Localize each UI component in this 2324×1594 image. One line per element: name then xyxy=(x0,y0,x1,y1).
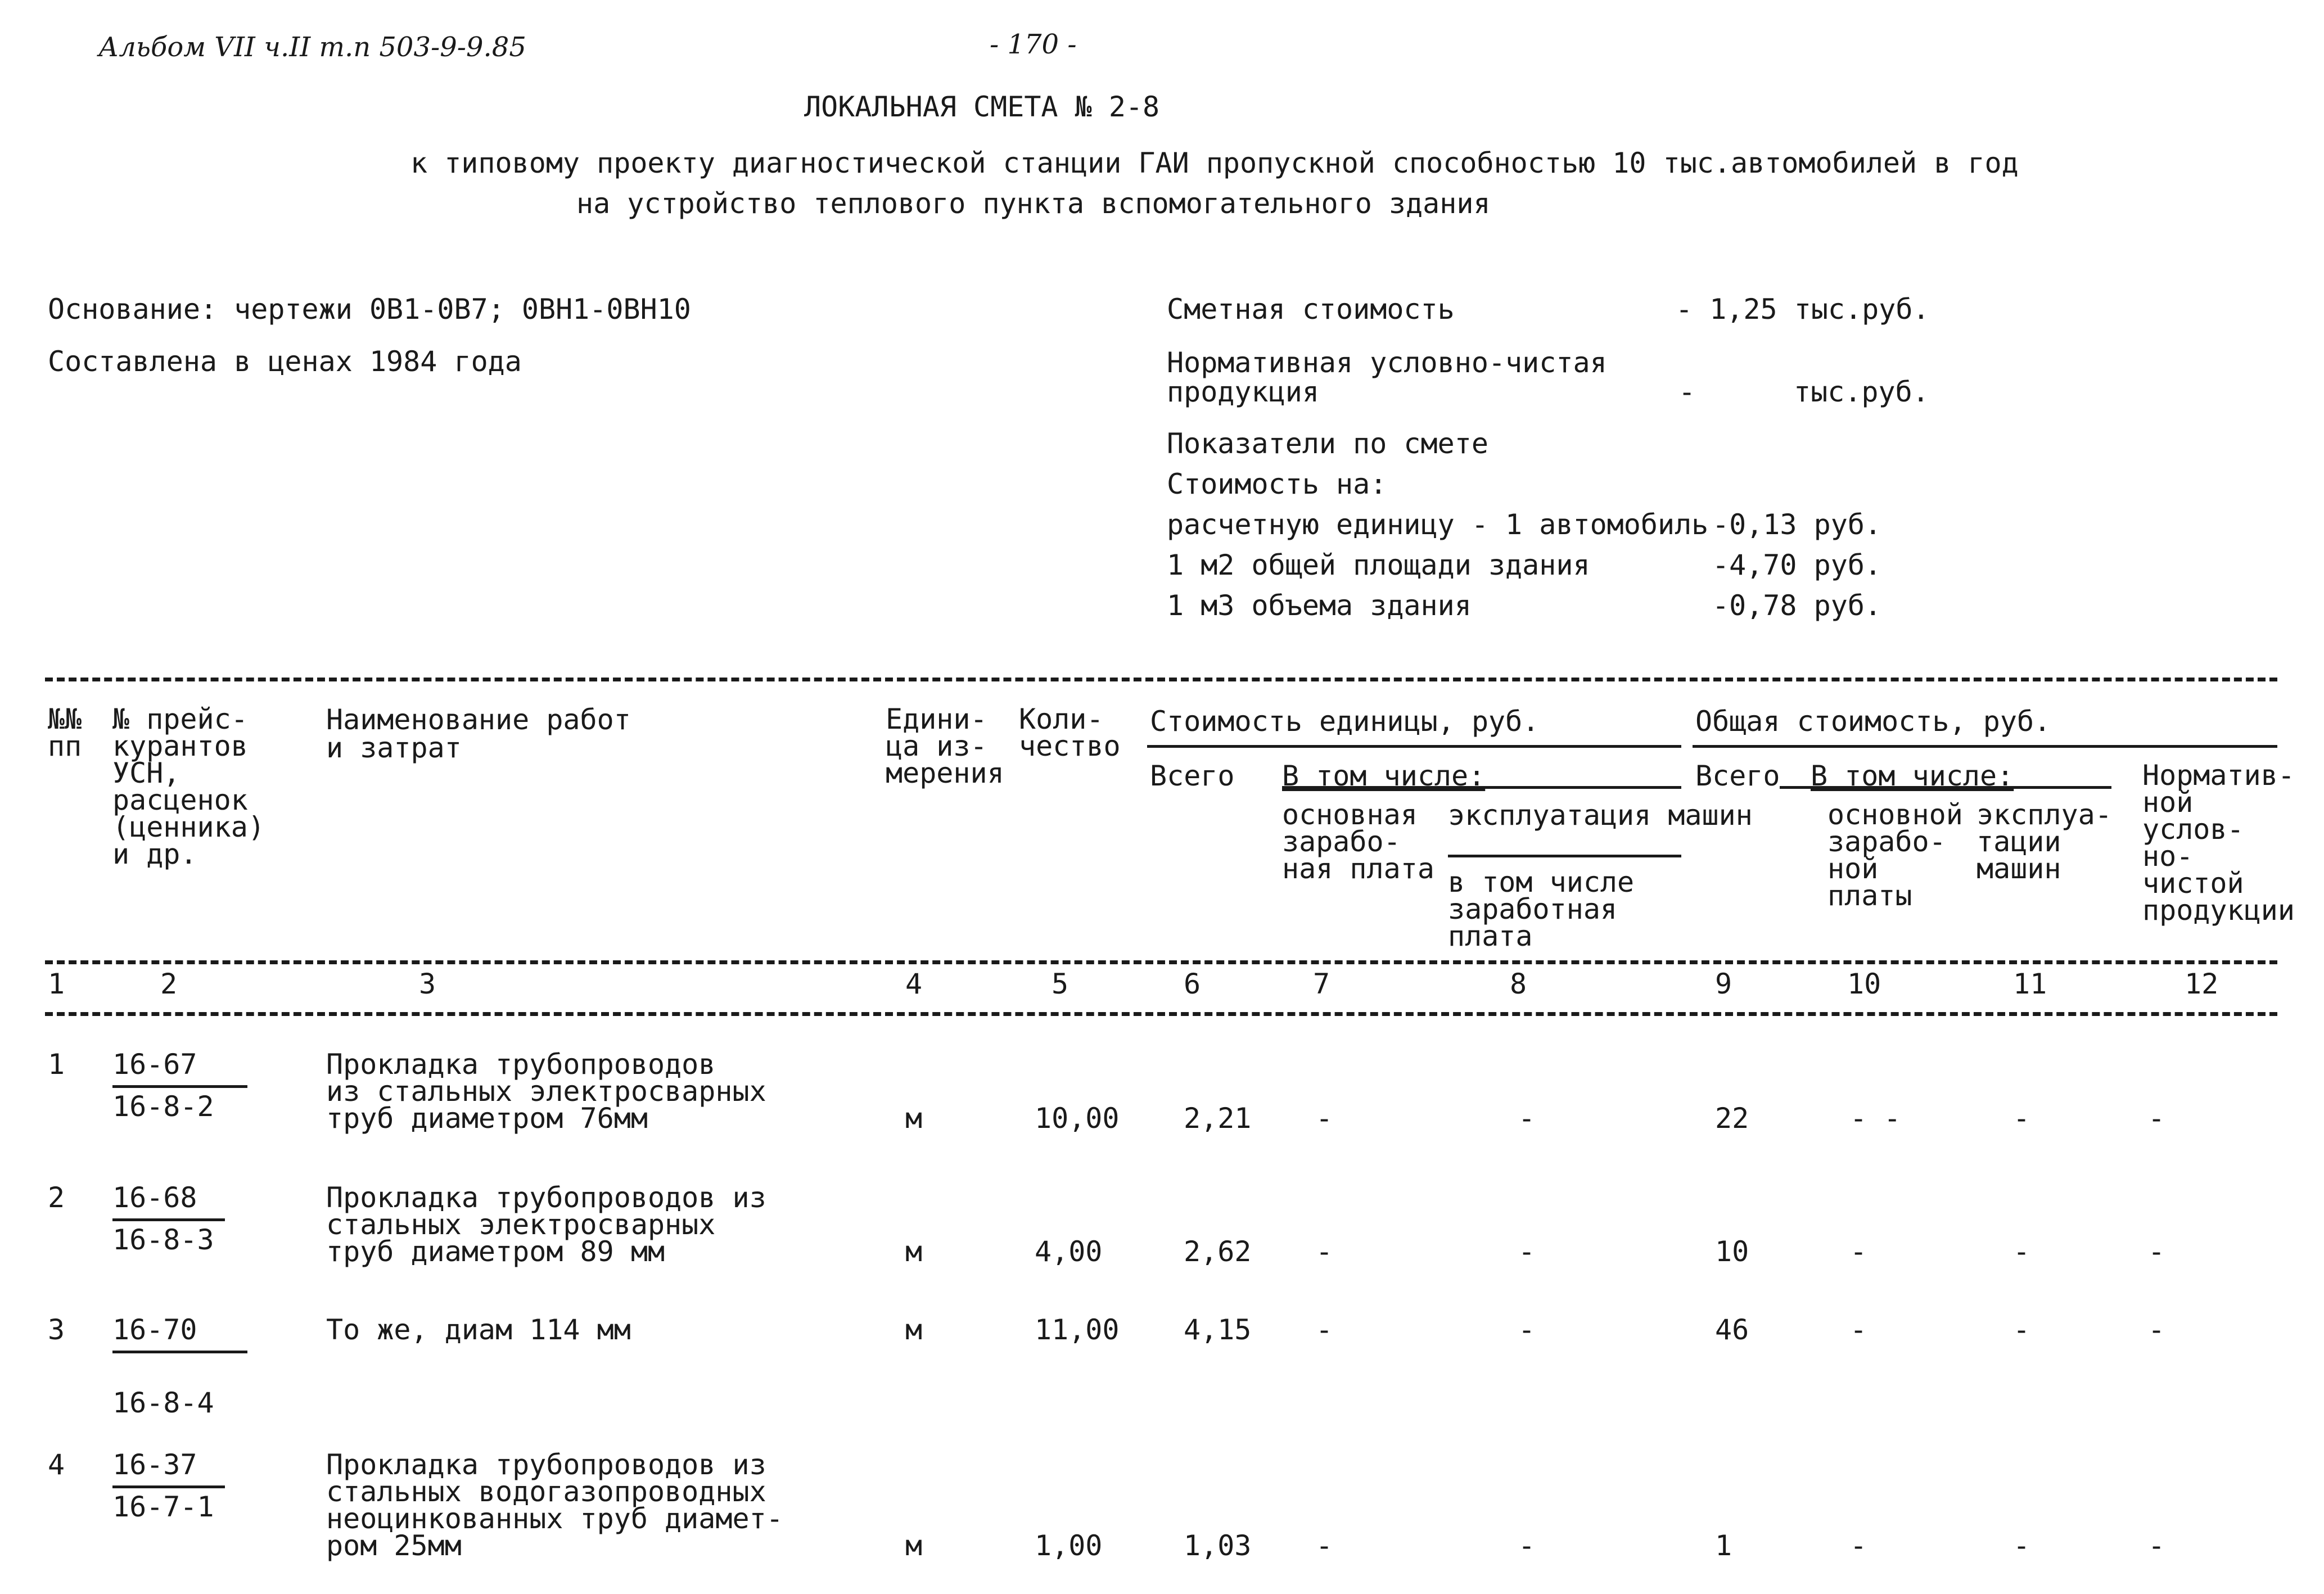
column-number: 3 xyxy=(419,968,436,1000)
work-name-line: ром 25мм xyxy=(326,1529,462,1562)
unit-wage: - xyxy=(1316,1529,1333,1562)
page-number: - 170 - xyxy=(990,29,1077,60)
row-number: 3 xyxy=(48,1313,65,1346)
work-name-line: из стальных электросварных xyxy=(326,1075,766,1108)
col-header-pricelist: № прейс-курантов УСН, расценок (ценника) и др. xyxy=(112,703,265,870)
column-number: 8 xyxy=(1510,968,1527,1000)
row-number: 4 xyxy=(48,1448,65,1481)
col-header-quantity: Коли-чество xyxy=(1019,703,1121,762)
unit-price: 4,15 xyxy=(1184,1313,1252,1346)
total-wage: - xyxy=(1850,1529,1867,1562)
unit-of-measure: м xyxy=(905,1529,923,1562)
column-number: 12 xyxy=(2185,968,2219,1000)
unit-price: 2,21 xyxy=(1184,1102,1252,1135)
unit-of-measure: м xyxy=(905,1102,923,1135)
column-number: 9 xyxy=(1715,968,1732,1000)
total-machine: - xyxy=(2013,1102,2030,1135)
pricelist-code: 16-68 xyxy=(112,1181,197,1214)
per-unit-value: -0,13 руб. xyxy=(1712,508,1882,541)
numbers-bottom-rule xyxy=(45,1012,2277,1016)
estimated-cost-label: Сметная стоимость xyxy=(1167,293,1455,326)
total-machine: - xyxy=(2013,1529,2030,1562)
header-bottom-rule xyxy=(45,960,2277,964)
code-divider xyxy=(112,1218,225,1221)
work-name-line: Прокладка трубопроводов xyxy=(326,1048,716,1081)
total-total-header: Всего xyxy=(1695,760,1780,792)
work-name-line: стальных электросварных xyxy=(326,1208,716,1241)
row-number: 2 xyxy=(48,1181,65,1214)
unit-machine: - xyxy=(1518,1529,1536,1562)
table-top-rule xyxy=(45,678,2277,681)
unit-price: 1,03 xyxy=(1184,1529,1252,1562)
unit-cost-rule xyxy=(1147,745,1681,748)
per-unit-label: расчетную единицу - 1 автомобиль xyxy=(1167,508,1709,541)
column-number: 6 xyxy=(1184,968,1201,1000)
column-number: 11 xyxy=(2013,968,2047,1000)
quantity: 4,00 xyxy=(1035,1235,1103,1268)
total-cost: 22 xyxy=(1715,1102,1749,1135)
total-wage: - - xyxy=(1850,1102,1901,1135)
unit-machine: - xyxy=(1518,1235,1536,1268)
col-header-name-2: и затрат xyxy=(326,731,462,764)
quantity: 11,00 xyxy=(1035,1313,1120,1346)
total-machine: - xyxy=(2013,1313,2030,1346)
total-machine: - xyxy=(2013,1235,2030,1268)
total-wage-header: основной зарабо-ной платы xyxy=(1827,798,1963,912)
unit-machine-header: эксплуатация машин xyxy=(1448,799,1753,832)
rate-code: 16-8-4 xyxy=(112,1387,214,1419)
unit-cost-header: Стоимость единицы, руб. xyxy=(1150,705,1540,738)
pricelist-code: 16-37 xyxy=(112,1448,197,1481)
indicators-label: Показатели по смете xyxy=(1167,427,1488,460)
column-number: 4 xyxy=(905,968,923,1000)
total-incl-rule xyxy=(1780,786,2111,789)
total-wage: - xyxy=(1850,1313,1867,1346)
total-wage: - xyxy=(1850,1235,1867,1268)
col-header-number: №№ пп xyxy=(48,703,82,762)
column-number: 2 xyxy=(160,968,178,1000)
unit-machine: - xyxy=(1518,1313,1536,1346)
work-name-line: Прокладка трубопроводов из xyxy=(326,1448,766,1481)
unit-machine-rule xyxy=(1448,855,1681,857)
estimated-cost-value: - 1,25 тыс.руб. xyxy=(1676,293,1930,326)
normative-product: - xyxy=(2148,1529,2165,1562)
album-reference: Альбом VII ч.II т.п 503-9-9.85 xyxy=(98,31,526,63)
total-machine-header: эксплуа-тации машин xyxy=(1976,798,2112,885)
normative-dash: - xyxy=(1678,376,1696,408)
rate-code: 16-8-2 xyxy=(112,1090,214,1123)
code-divider xyxy=(112,1351,247,1353)
unit-of-measure: м xyxy=(905,1313,923,1346)
unit-wage: - xyxy=(1316,1313,1333,1346)
work-name-line: Прокладка трубопроводов из xyxy=(326,1181,766,1214)
per-m2-value: -4,70 руб. xyxy=(1712,549,1882,581)
column-number: 7 xyxy=(1313,968,1330,1000)
unit-wage-header: основная зарабо-ная плата xyxy=(1282,798,1434,885)
unit-total-header: Всего xyxy=(1150,760,1235,792)
column-number: 5 xyxy=(1052,968,1069,1000)
unit-wage: - xyxy=(1316,1102,1333,1135)
pricelist-code: 16-67 xyxy=(112,1048,197,1081)
col-header-unit: Едини-ца из-мерения xyxy=(886,703,1004,789)
col-header-name-1: Наименование работ xyxy=(326,703,631,736)
quantity: 1,00 xyxy=(1035,1529,1103,1562)
work-name-line: труб диаметром 76мм xyxy=(326,1102,648,1135)
pricelist-code: 16-70 xyxy=(112,1313,197,1346)
document-title: ЛОКАЛЬНАЯ СМЕТА № 2-8 xyxy=(804,91,1160,123)
per-m3-value: -0,78 руб. xyxy=(1712,589,1882,622)
unit-machine: - xyxy=(1518,1102,1536,1135)
basis-drawings: Основание: чертежи 0В1-0В7; 0ВН1-0ВН10 xyxy=(48,293,691,326)
normative-label-2: продукция xyxy=(1167,376,1319,408)
work-name-line: стальных водогазопроводных xyxy=(326,1475,766,1508)
subtitle-line-2: на устройство теплового пункта вспомогательного здания xyxy=(576,187,1491,220)
total-cost-header: Общая стоимость, руб. xyxy=(1695,705,2051,738)
normative-label-1: Нормативная условно-чистая xyxy=(1167,346,1607,379)
unit-of-measure: м xyxy=(905,1235,923,1268)
quantity: 10,00 xyxy=(1035,1102,1120,1135)
total-incl-header: В том числе: xyxy=(1811,760,2014,792)
subtitle-line-1: к типовому проекту диагностической станции ГАИ пропускной способностью 10 тыс.автомобилей в год xyxy=(410,147,2019,179)
work-name-line: неоцинкованных труб диамет- xyxy=(326,1502,783,1535)
col-header-normative: Норматив-ной услов-но-чистой продукции xyxy=(2142,759,2295,927)
normative-product: - xyxy=(2148,1313,2165,1346)
unit-incl-rule xyxy=(1282,786,1681,789)
total-cost: 1 xyxy=(1715,1529,1732,1562)
per-m2-label: 1 м2 общей площади здания xyxy=(1167,549,1590,581)
unit-price: 2,62 xyxy=(1184,1235,1252,1268)
unit-machine-wage-header: в том числе заработная плата xyxy=(1448,866,1635,952)
rate-code: 16-8-3 xyxy=(112,1223,214,1256)
work-name-line: труб диаметром 89 мм xyxy=(326,1235,665,1268)
normative-product: - xyxy=(2148,1235,2165,1268)
rate-code: 16-7-1 xyxy=(112,1491,214,1523)
compiled-prices: Составлена в ценах 1984 года xyxy=(48,345,522,378)
per-m3-label: 1 м3 объема здания xyxy=(1167,589,1472,622)
column-number: 1 xyxy=(48,968,65,1000)
code-divider xyxy=(112,1485,225,1488)
normative-product: - xyxy=(2148,1102,2165,1135)
unit-wage: - xyxy=(1316,1235,1333,1268)
normative-unit: тыс.руб. xyxy=(1794,376,1929,408)
total-cost: 46 xyxy=(1715,1313,1749,1346)
cost-on-label: Стоимость на: xyxy=(1167,468,1387,500)
column-number: 10 xyxy=(1847,968,1881,1000)
row-number: 1 xyxy=(48,1048,65,1081)
total-cost-rule xyxy=(1693,745,2277,748)
unit-incl-header: В том числе: xyxy=(1282,760,1486,792)
total-cost: 10 xyxy=(1715,1235,1749,1268)
code-divider xyxy=(112,1085,247,1088)
work-name-line: То же, диам 114 мм xyxy=(326,1313,631,1346)
